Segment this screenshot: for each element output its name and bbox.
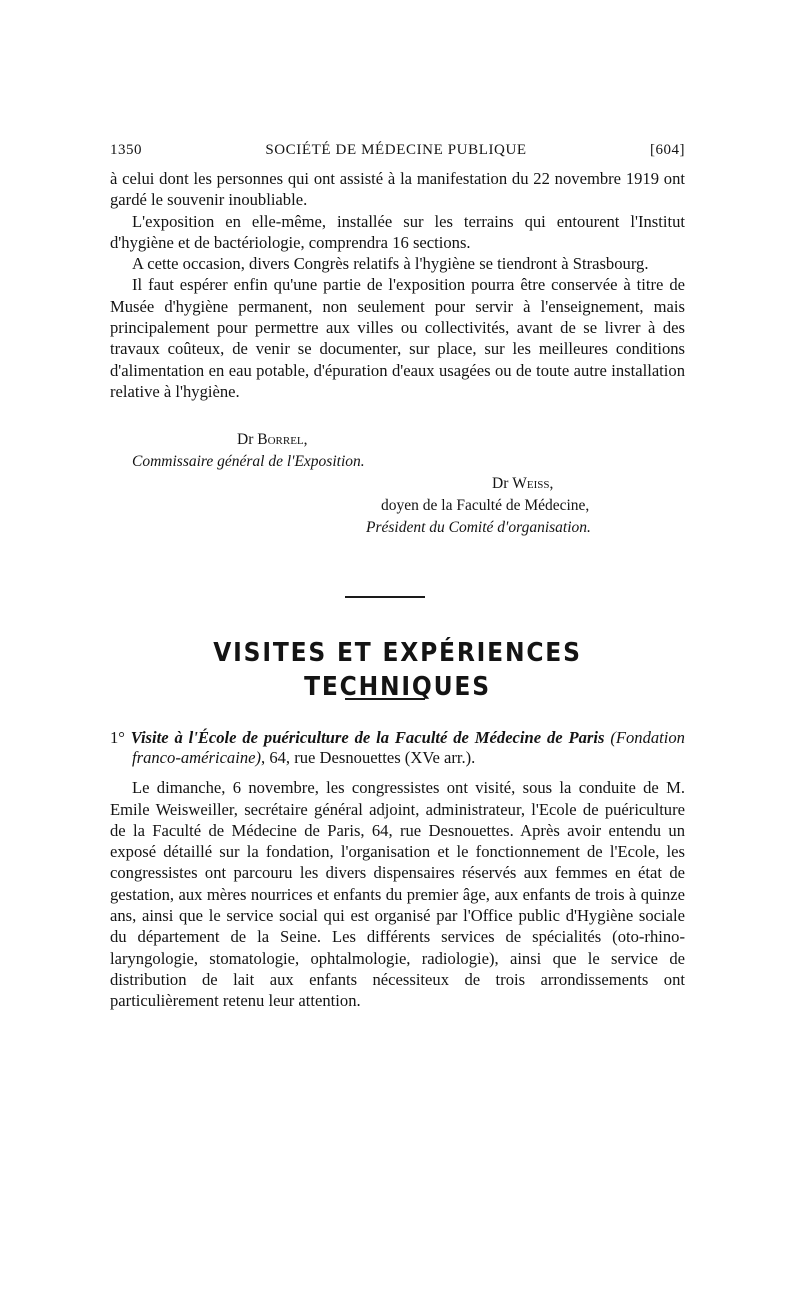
paragraph-2: L'exposition en elle-même, installée sur les terrains qui entourent l'Institut d'hygiène et de bactériologie, comprendra 16 sections.: [110, 211, 685, 252]
paragraph-4: Il faut espérer enfin qu'une partie de l'exposition pourra être conservée à titre de Musée d'hygiène permanent, non seulement pour servir à l'enseignement, mais principalement pour permettre aux villes ou collectivités, avant de se livrer à des travaux coûteux, de venir se documenter, sur place, sur les meilleures conditions d'alimentation en eau potable, d'épuration d'eaux usagées ou de toute autre installation relative à l'hygiène.: [110, 275, 685, 401]
running-header: [110, 142, 685, 168]
divider-top: [345, 596, 425, 598]
reference-number: [604]: [650, 142, 685, 158]
signature-borrel: [237, 429, 685, 451]
signature-weiss: [492, 473, 685, 495]
running-title: SOCIÉTÉ DE MÉDECINE PUBLIQUE: [265, 142, 527, 158]
paragraph-1: à celui dont les personnes qui ont assisté à la manifestation du 22 novembre 1919 ont gardé le souvenir inoubliable.: [110, 169, 685, 210]
weiss-role-2: Président du Comité d'organisation.: [366, 519, 591, 537]
visit-heading: [110, 728, 685, 767]
borrel-name: Borrel,: [257, 431, 308, 449]
visit-address: , 64, rue Desnouettes (XVe arr.).: [261, 747, 476, 767]
visit-body: Le dimanche, 6 novembre, les congressistes ont visité, sous la conduite de M. Emile Weisweiller, secrétaire général adjoint, administrateur, l'Ecole de puériculture de la Faculté de Médecine de Paris, 64, rue Desnouettes. Après avoir entendu un exposé détaillé sur la fondation, l'organisation et le fonctionnement de l'Ecole, les congressistes ont parcouru les divers dispensaires réservés aux femmes en état de gestation, aux mères nourrices et enfants du premier âge, aux enfants de trois à quinze ans, ainsi que le service social qui est organisé par l'Office public d'Hygiène sociale du département de la Seine. Les différents services de spécialités (oto-rhino-laryngologie, stomatologie, ophtalmologie, radiologie), ainsi que le service de distribution de lait aux enfants nécessiteux de trois arrondissements ont particulièrement retenu leur attention.: [110, 778, 685, 1011]
weiss-name: Weiss,: [512, 475, 554, 493]
page-number: 1350: [110, 142, 142, 158]
visit-subtitle: (Fondation franco-américaine): [132, 728, 685, 767]
weiss-title: Dr: [492, 475, 509, 493]
visit-title: Visite à l'École de puériculture de la Faculté de Médecine de Paris: [130, 728, 605, 748]
page: [110, 142, 685, 1012]
section-title: VISITES ET EXPÉRIENCES TECHNIQUES: [213, 638, 582, 703]
borrel-role: Commissaire général de l'Exposition.: [132, 453, 365, 471]
paragraph-3: A cette occasion, divers Congrès relatifs à l'hygiène se tiendront à Strasbourg.: [132, 254, 649, 274]
visit-number: 1°: [110, 728, 125, 748]
weiss-role-1: doyen de la Faculté de Médecine,: [381, 497, 590, 515]
borrel-title: Dr: [237, 431, 254, 449]
